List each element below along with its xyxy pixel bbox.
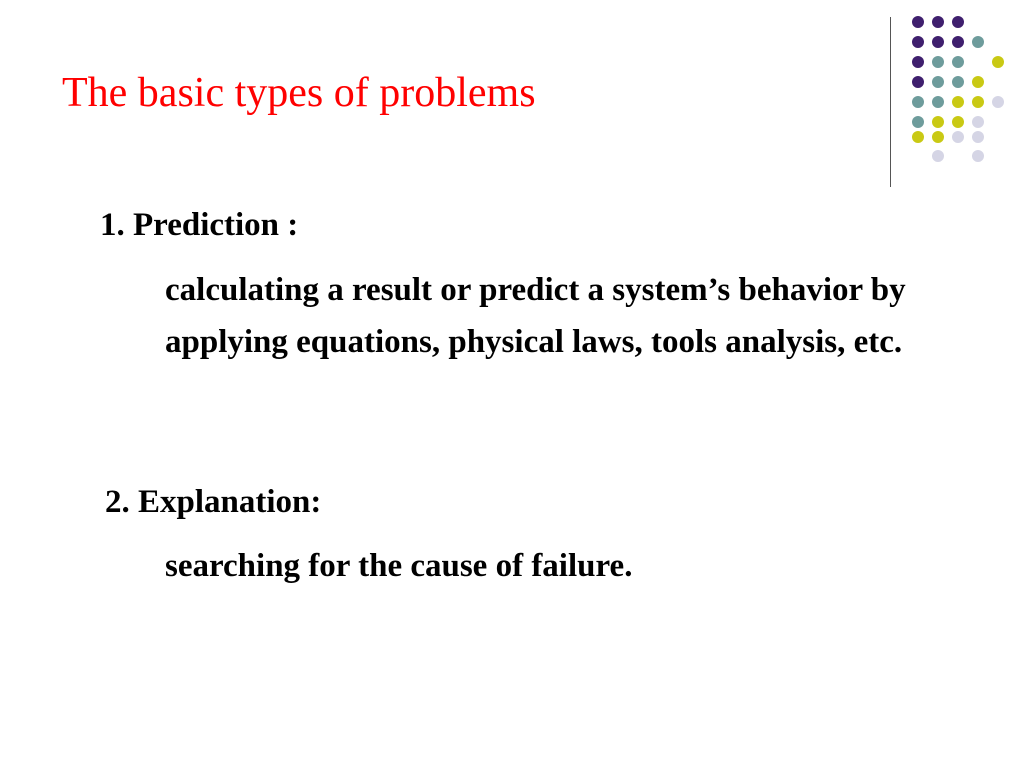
dot [932, 16, 944, 28]
dot [952, 131, 964, 143]
dot [952, 16, 964, 28]
dot [972, 116, 984, 128]
dot [932, 56, 944, 68]
section-body-explanation: searching for the cause of failure. [165, 548, 633, 584]
dot [992, 96, 1004, 108]
dot [932, 131, 944, 143]
dot [912, 76, 924, 88]
dot [952, 96, 964, 108]
dot [912, 131, 924, 143]
dot [912, 56, 924, 68]
dot [912, 96, 924, 108]
dot [932, 36, 944, 48]
section-body-prediction: calculating a result or predict a system’s behavior by applying equations, physical laws, tools analysis, etc. [165, 272, 906, 360]
dot [952, 56, 964, 68]
dot [972, 131, 984, 143]
section-heading-explanation: 2. Explanation: [105, 484, 322, 520]
dot [952, 76, 964, 88]
dot [912, 16, 924, 28]
dot [972, 96, 984, 108]
dot [972, 150, 984, 162]
section-heading-prediction: 1. Prediction : [100, 207, 299, 243]
dot [972, 76, 984, 88]
dot [932, 116, 944, 128]
dot [952, 36, 964, 48]
dot [932, 76, 944, 88]
dot [912, 36, 924, 48]
dot [932, 150, 944, 162]
dot [952, 116, 964, 128]
dot [972, 36, 984, 48]
dot [912, 116, 924, 128]
dot [932, 96, 944, 108]
decorative-dot-grid [0, 0, 1024, 200]
dot [992, 56, 1004, 68]
slide-title: The basic types of problems [62, 70, 536, 116]
